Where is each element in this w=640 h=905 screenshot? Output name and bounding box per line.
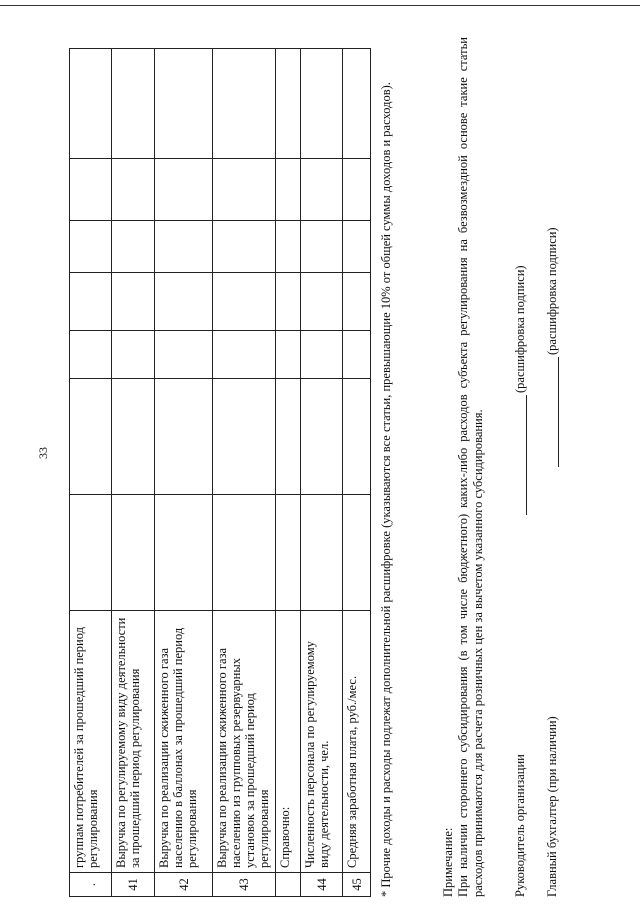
row-label: Выручка по реализации сжиженного газа населению из групповых резервуарных установок за прошедший период регулирования bbox=[213, 611, 276, 873]
table-row bbox=[213, 49, 276, 897]
table-cell bbox=[112, 221, 155, 273]
row-number: 43 bbox=[213, 873, 276, 897]
table-cell bbox=[276, 331, 301, 379]
table-cell bbox=[301, 159, 343, 221]
director-decode-caption: (расшифровка подписи) bbox=[513, 265, 527, 393]
data-table bbox=[69, 48, 371, 897]
table-cell bbox=[276, 49, 301, 159]
table-cell bbox=[276, 273, 301, 331]
table-cell bbox=[213, 273, 276, 331]
table-cell bbox=[213, 159, 276, 221]
accountant-label: Главный бухгалтер (при наличии) bbox=[545, 716, 559, 897]
table-cell bbox=[112, 379, 155, 495]
table-cell bbox=[70, 273, 112, 331]
director-signature-line bbox=[526, 395, 527, 515]
table-cell bbox=[70, 331, 112, 379]
table-cell bbox=[213, 49, 276, 159]
row-label: Численность персонала по регулируемому виду деятельности, чел. bbox=[301, 611, 343, 873]
row-label: Справочно: bbox=[276, 611, 301, 873]
table-row bbox=[112, 49, 155, 897]
note-text: При наличии стороннего субсидирования (в том числе бюджетного) каких-либо расходов субъекта регулирования на безвозмездной основе такие статьи расходов принимаются для расчета розничных цен за вычетом указанного субсидирования. bbox=[456, 37, 485, 897]
table-row bbox=[343, 49, 371, 897]
table-cell bbox=[276, 379, 301, 495]
table-cell bbox=[343, 49, 371, 159]
table-cell bbox=[155, 49, 213, 159]
table-cell bbox=[112, 331, 155, 379]
table-cell bbox=[301, 331, 343, 379]
table-cell bbox=[70, 379, 112, 495]
table-cell bbox=[213, 379, 276, 495]
footnote: * Прочие доходы и расходы подлежат дополнительной расшифровке (указываются все статьи, превышающие 10% от общей суммы доходов и расходов). bbox=[379, 82, 393, 897]
table-cell bbox=[301, 379, 343, 495]
row-number: . bbox=[70, 873, 112, 897]
row-label: Выручка по регулируемому виду деятельности за прошедший период регулирования bbox=[112, 611, 155, 873]
table-cell bbox=[213, 495, 276, 611]
row-number bbox=[276, 873, 301, 897]
row-number: 42 bbox=[155, 873, 213, 897]
table-row bbox=[301, 49, 343, 897]
note-heading: Примечание: bbox=[441, 827, 455, 897]
row-label: Средняя заработная плата, руб./мес. bbox=[343, 611, 371, 873]
table-cell bbox=[155, 379, 213, 495]
table-cell bbox=[343, 379, 371, 495]
table-cell bbox=[70, 159, 112, 221]
table-cell bbox=[112, 495, 155, 611]
table-cell bbox=[70, 221, 112, 273]
table-cell bbox=[112, 159, 155, 221]
table-cell bbox=[276, 221, 301, 273]
director-label: Руководитель организации bbox=[513, 754, 527, 897]
row-label: Выручка по реализации сжиженного газа населению в баллонах за прошедший период регулирования bbox=[155, 611, 213, 873]
table-cell bbox=[343, 495, 371, 611]
table-cell bbox=[213, 221, 276, 273]
table-cell bbox=[301, 49, 343, 159]
table-cell bbox=[301, 273, 343, 331]
table-cell bbox=[343, 331, 371, 379]
table-cell bbox=[155, 331, 213, 379]
table-row bbox=[155, 49, 213, 897]
row-number: 44 bbox=[301, 873, 343, 897]
table-cell bbox=[343, 221, 371, 273]
table-cell bbox=[155, 221, 213, 273]
page-number: 33 bbox=[36, 447, 50, 459]
table-cell bbox=[70, 495, 112, 611]
table-cell bbox=[155, 495, 213, 611]
row-number: 45 bbox=[343, 873, 371, 897]
table-cell bbox=[70, 49, 112, 159]
table-cell bbox=[155, 159, 213, 221]
table-cell bbox=[301, 221, 343, 273]
accountant-decode-caption: (расшифровка подписи) bbox=[545, 227, 559, 355]
table-cell bbox=[112, 273, 155, 331]
table-cell bbox=[155, 273, 213, 331]
accountant-signature-line bbox=[558, 357, 559, 467]
table-cell bbox=[343, 273, 371, 331]
table-cell bbox=[343, 159, 371, 221]
table-cell bbox=[213, 331, 276, 379]
table-cell bbox=[276, 159, 301, 221]
row-label: группам потребителей за прошедший период регулирования bbox=[70, 611, 112, 873]
table-row bbox=[276, 49, 301, 897]
table-cell bbox=[112, 49, 155, 159]
row-number: 41 bbox=[112, 873, 155, 897]
table-cell bbox=[301, 495, 343, 611]
table-row bbox=[70, 49, 112, 897]
table-cell bbox=[276, 495, 301, 611]
